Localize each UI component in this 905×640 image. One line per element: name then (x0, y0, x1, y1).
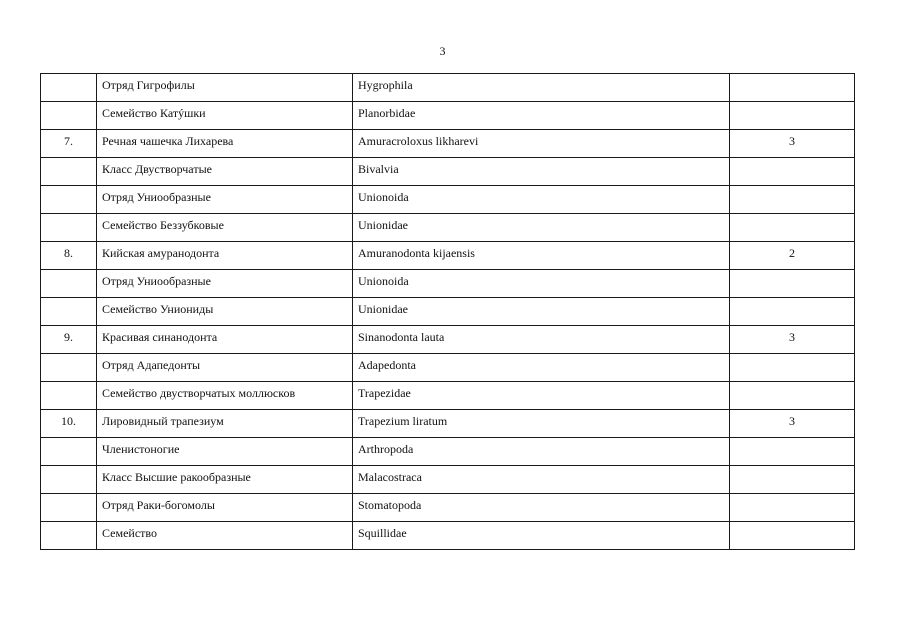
russian-name-cell: Семейство Униониды (97, 298, 353, 326)
latin-name-cell: Adapedonta (353, 354, 730, 382)
latin-name-cell: Trapezidae (353, 382, 730, 410)
latin-name-cell: Trapezium liratum (353, 410, 730, 438)
category-cell (730, 74, 855, 102)
russian-name-cell: Отряд Униообразные (97, 270, 353, 298)
row-number-cell: 9. (41, 326, 97, 354)
category-cell (730, 270, 855, 298)
russian-name-cell: Кийская амуранодонта (97, 242, 353, 270)
row-number-cell (41, 158, 97, 186)
latin-name-cell: Sinanodonta lauta (353, 326, 730, 354)
category-cell (730, 186, 855, 214)
russian-name-cell: Отряд Униообразные (97, 186, 353, 214)
row-number-cell (41, 382, 97, 410)
latin-name-cell: Squillidae (353, 522, 730, 550)
category-cell (730, 102, 855, 130)
category-cell (730, 214, 855, 242)
row-number-cell (41, 466, 97, 494)
category-cell (730, 438, 855, 466)
latin-name-cell: Unionidae (353, 214, 730, 242)
latin-name-cell: Bivalvia (353, 158, 730, 186)
row-number-cell (41, 522, 97, 550)
row-number-cell (41, 438, 97, 466)
row-number-cell: 10. (41, 410, 97, 438)
category-cell: 3 (730, 130, 855, 158)
category-cell (730, 382, 855, 410)
row-number-cell (41, 298, 97, 326)
category-cell (730, 466, 855, 494)
table-row (41, 130, 855, 158)
category-cell: 2 (730, 242, 855, 270)
category-cell: 3 (730, 326, 855, 354)
category-cell (730, 494, 855, 522)
row-number-cell (41, 186, 97, 214)
latin-name-cell: Amuracroloxus likharevi (353, 130, 730, 158)
table-row (41, 494, 855, 522)
table-row (41, 242, 855, 270)
table-row (41, 298, 855, 326)
russian-name-cell: Семейство Беззубковые (97, 214, 353, 242)
row-number-cell (41, 214, 97, 242)
table-row (41, 214, 855, 242)
row-number-cell: 7. (41, 130, 97, 158)
russian-name-cell: Семейство Катýшки (97, 102, 353, 130)
latin-name-cell: Unionidae (353, 298, 730, 326)
latin-name-cell: Arthropoda (353, 438, 730, 466)
category-cell (730, 298, 855, 326)
latin-name-cell: Malacostraca (353, 466, 730, 494)
table-row (41, 270, 855, 298)
row-number-cell (41, 270, 97, 298)
category-cell (730, 158, 855, 186)
russian-name-cell: Отряд Гигрофилы (97, 74, 353, 102)
category-cell: 3 (730, 410, 855, 438)
table-row (41, 158, 855, 186)
latin-name-cell: Amuranodonta kijaensis (353, 242, 730, 270)
row-number-cell (41, 102, 97, 130)
species-table (40, 73, 855, 550)
table-row (41, 326, 855, 354)
row-number-cell (41, 494, 97, 522)
latin-name-cell: Hygrophila (353, 74, 730, 102)
russian-name-cell: Лировидный трапезиум (97, 410, 353, 438)
table-row (41, 186, 855, 214)
table-row (41, 354, 855, 382)
russian-name-cell: Класс Высшие ракообразные (97, 466, 353, 494)
row-number-cell (41, 354, 97, 382)
latin-name-cell: Stomatopoda (353, 494, 730, 522)
russian-name-cell: Семейство двустворчатых моллюсков (97, 382, 353, 410)
table-row (41, 410, 855, 438)
table-row (41, 102, 855, 130)
table-row (41, 522, 855, 550)
table-row (41, 74, 855, 102)
category-cell (730, 522, 855, 550)
russian-name-cell: Отряд Адапедонты (97, 354, 353, 382)
russian-name-cell: Класс Двустворчатые (97, 158, 353, 186)
russian-name-cell: Отряд Раки-богомолы (97, 494, 353, 522)
latin-name-cell: Planorbidae (353, 102, 730, 130)
row-number-cell: 8. (41, 242, 97, 270)
latin-name-cell: Unionoida (353, 186, 730, 214)
russian-name-cell: Речная чашечка Лихарева (97, 130, 353, 158)
table-row (41, 382, 855, 410)
category-cell (730, 354, 855, 382)
table-body (41, 74, 855, 550)
russian-name-cell: Семейство (97, 522, 353, 550)
row-number-cell (41, 74, 97, 102)
russian-name-cell: Красивая синанодонта (97, 326, 353, 354)
russian-name-cell: Членистоногие (97, 438, 353, 466)
page-number: 3 (439, 44, 446, 58)
latin-name-cell: Unionoida (353, 270, 730, 298)
table-row (41, 466, 855, 494)
table-row (41, 438, 855, 466)
